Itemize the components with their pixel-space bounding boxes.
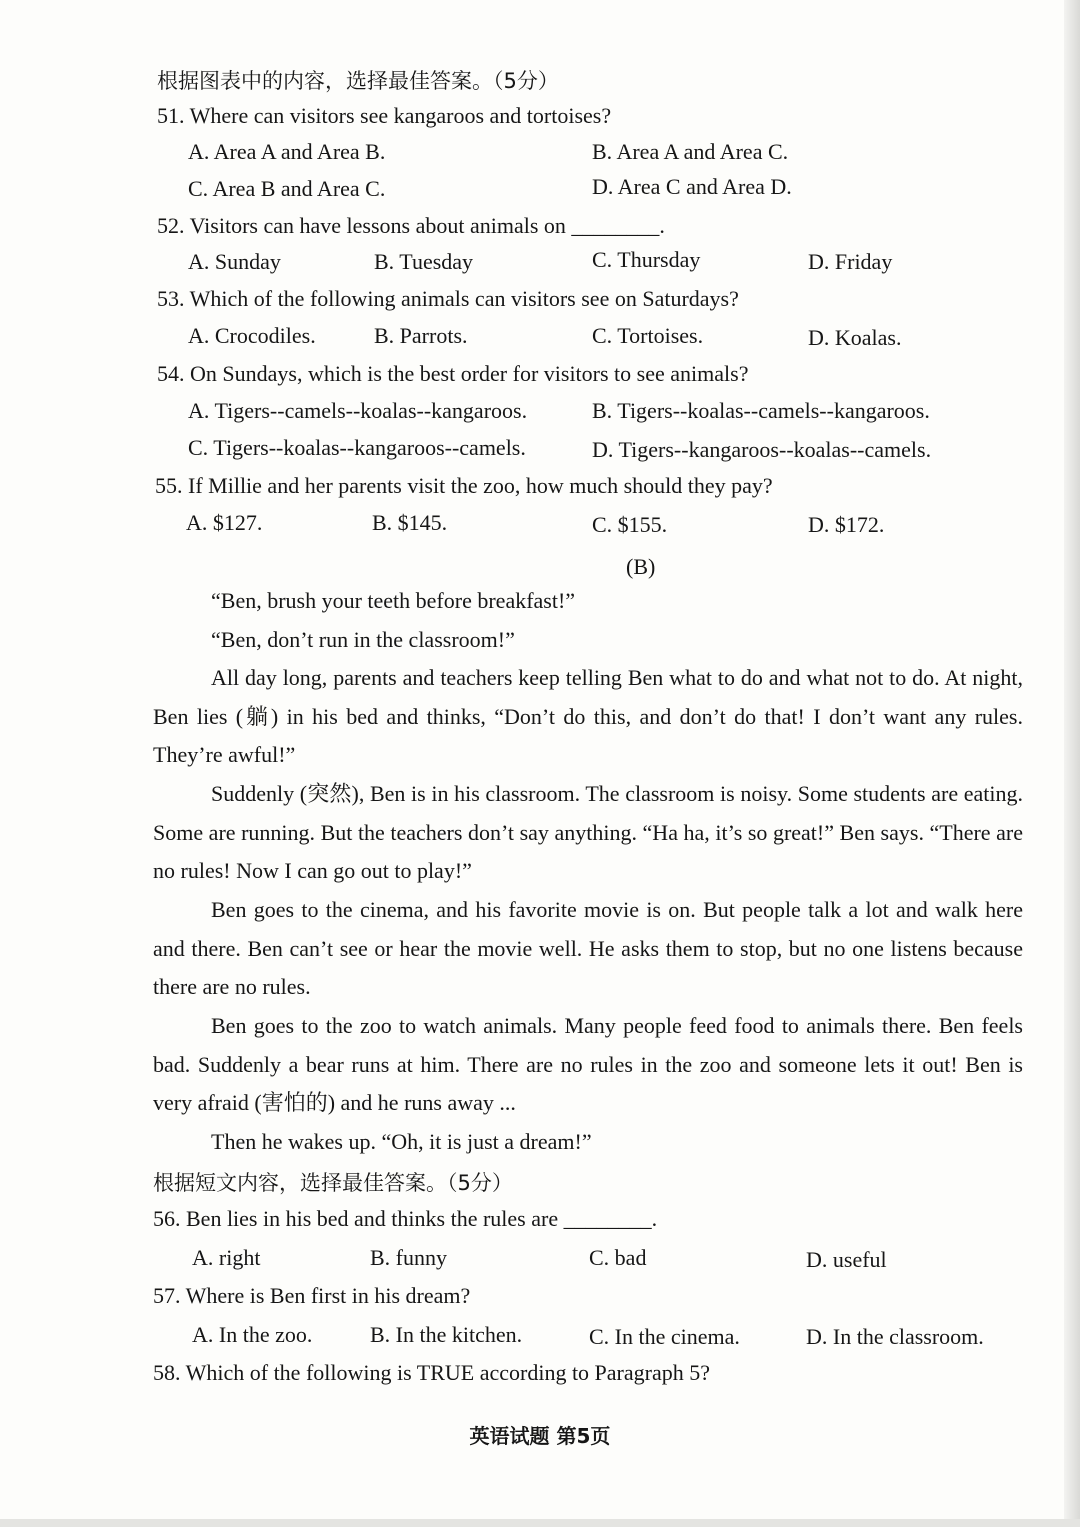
passage-quote-2: “Ben, don’t run in the classroom!” [211,627,515,652]
q53-option-d: D. Koalas. [808,325,902,350]
q52-option-b: B. Tuesday [374,249,474,274]
paragraph-1-text: All day long, parents and teachers keep telling Ben what to do and what not to do. At night, Ben lies (躺) in his bed and thinks, “Don’t do this, and don’t do that! I don’t want any rules. They’re awful!” [153,665,1023,767]
q57-option-a: A. In the zoo. [192,1322,313,1347]
section-a-instruction: 根据图表中的内容，选择最佳答案。（5分） [157,69,559,93]
q55-option-b: B. $145. [372,510,448,535]
scan-edge-bottom [0,1519,1080,1527]
question-56: 56. Ben lies in his bed and thinks the rules are ________. [153,1206,658,1231]
passage-quote-1: “Ben, brush your teeth before breakfast!” [211,588,576,613]
q52-option-a: A. Sunday [188,249,281,274]
question-54: 54. On Sundays, which is the best order for visitors to see animals? [157,361,749,386]
q54-option-a: A. Tigers--camels--koalas--kangaroos. [188,398,528,423]
section-b-label: (B) [626,554,656,579]
question-58: 58. Which of the following is TRUE according to Paragraph 5? [153,1360,711,1385]
q57-option-c: C. In the cinema. [589,1324,740,1349]
q56-option-d: D. useful [806,1247,887,1272]
q52-option-c: C. Thursday [592,247,701,272]
passage-paragraph-1 [153,659,1023,775]
q53-option-a: A. Crocodiles. [188,323,316,348]
paragraph-5-text: Then he wakes up. “Oh, it is just a dream!” [211,1129,592,1154]
q56-option-b: B. funny [370,1245,447,1270]
paragraph-2-text: Suddenly (突然), Ben is in his classroom. The classroom is noisy. Some students are eating. Some are running. But the teachers don’t say anything. “Ha ha, it’s so great!” Ben says. “There are no rules! Now I can go out to play!” [153,781,1023,883]
scan-edge-right [1064,0,1080,1527]
section-b-instruction: 根据短文内容，选择最佳答案。（5分） [153,1171,513,1195]
q51-option-d: D. Area C and Area D. [592,174,792,199]
q51-option-a: A. Area A and Area B. [188,139,386,164]
passage-paragraph-4 [153,1007,1023,1123]
q55-option-c: C. $155. [592,512,668,537]
q51-option-b: B. Area A and Area C. [592,139,789,164]
paragraph-4-text: Ben goes to the zoo to watch animals. Many people feed food to animals there. Ben feels bad. Suddenly a bear runs at him. There are no rules in the zoo and someone lets it out! Ben is very afraid (害怕的) and he runs away ... [153,1013,1023,1115]
q54-option-c: C. Tigers--koalas--kangaroos--camels. [188,435,526,460]
paragraph-3-text: Ben goes to the cinema, and his favorite movie is on. But people talk a lot and walk here and there. Ben can’t see or hear the movie well. He asks them to stop, but no one listens because there are no rules. [153,897,1023,999]
q54-option-b: B. Tigers--koalas--camels--kangaroos. [592,398,930,423]
passage-paragraph-5 [153,1123,1023,1162]
passage-paragraph-2 [153,775,1023,891]
q56-option-a: A. right [192,1245,261,1270]
question-55: 55. If Millie and her parents visit the zoo, how much should they pay? [155,473,773,498]
question-51: 51. Where can visitors see kangaroos and tortoises? [157,103,612,128]
question-52: 52. Visitors can have lessons about animals on ________. [157,213,665,238]
q57-option-d: D. In the classroom. [806,1324,984,1349]
q56-option-c: C. bad [589,1245,647,1270]
q53-option-c: C. Tortoises. [592,323,704,348]
passage-paragraph-3 [153,891,1023,1007]
question-53: 53. Which of the following animals can visitors see on Saturdays? [157,286,739,311]
q51-option-c: C. Area B and Area C. [188,176,386,201]
q54-option-d: D. Tigers--kangaroos--koalas--camels. [592,437,932,462]
q55-option-d: D. $172. [808,512,885,537]
question-57: 57. Where is Ben first in his dream? [153,1283,471,1308]
q57-option-b: B. In the kitchen. [370,1322,523,1347]
q55-option-a: A. $127. [186,510,263,535]
page-footer: 英语试题 第5页 [469,1424,611,1448]
q52-option-d: D. Friday [808,249,893,274]
q53-option-b: B. Parrots. [374,323,468,348]
